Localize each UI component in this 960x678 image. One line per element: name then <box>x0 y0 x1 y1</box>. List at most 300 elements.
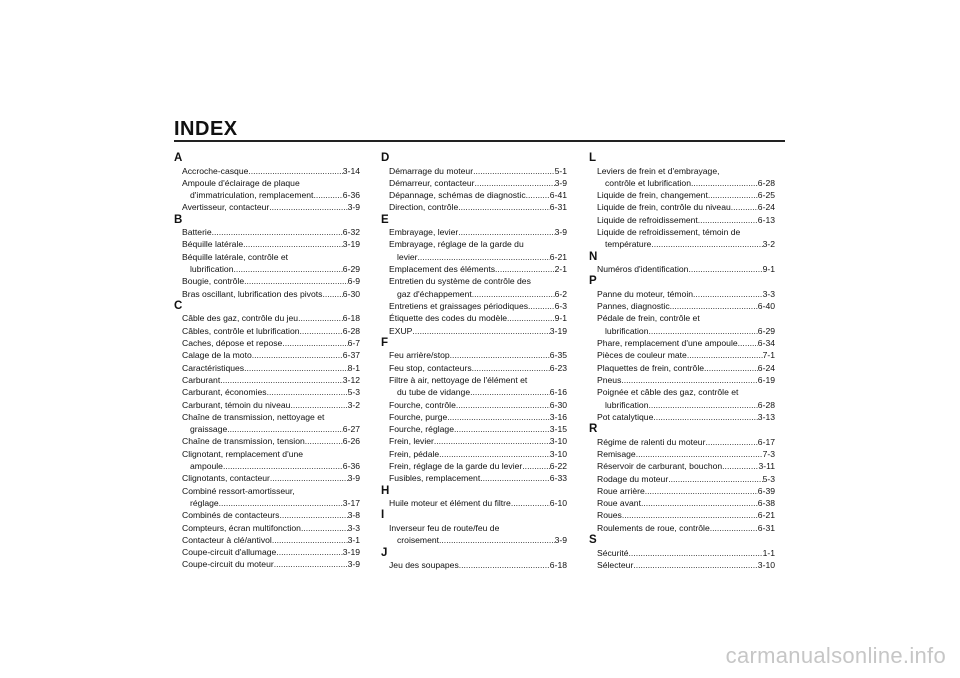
entry-text: Câbles, contrôle et lubrification <box>182 325 300 336</box>
page-reference: 8-1 <box>347 362 360 373</box>
entry-text: Compteurs, écran multifonction <box>182 522 301 533</box>
page-reference: 6-21 <box>757 510 775 521</box>
entry-text: Roulements de roue, contrôle <box>597 522 710 533</box>
page-reference: 6-18 <box>342 313 360 324</box>
index-entry <box>174 448 360 473</box>
entry-text: Pannes, diagnostic <box>597 301 670 312</box>
entry-text: Démarreur, contacteur <box>389 177 475 188</box>
index-entry <box>174 546 360 558</box>
page-reference: 7-3 <box>762 448 775 459</box>
page-reference: 3-19 <box>342 547 360 558</box>
page-reference: 1-1 <box>762 547 775 558</box>
entry-text: Jeu des soupapes <box>389 560 459 571</box>
entry-text: Plaquettes de frein, contrôle <box>597 362 705 373</box>
index-entry <box>174 435 360 447</box>
dot-leader <box>276 546 342 558</box>
entry-text: Sécurité <box>597 547 629 558</box>
page-reference: 6-28 <box>757 399 775 410</box>
dot-leader <box>526 189 550 201</box>
index-entry <box>174 472 360 484</box>
page-reference: 6-38 <box>757 498 775 509</box>
page-reference: 3-9 <box>347 473 360 484</box>
index-entry <box>174 312 360 324</box>
index-entry <box>174 411 360 436</box>
dot-leader <box>248 165 342 177</box>
dot-leader <box>313 189 342 201</box>
entry-text: Filtre à air, nettoyage de l'élément et <box>389 374 528 385</box>
dot-leader <box>454 423 550 435</box>
entry-continuation: d'immatriculation, remplacement <box>190 190 314 201</box>
index-entry <box>381 374 567 399</box>
page-reference: 6-39 <box>757 485 775 496</box>
page-reference: 6-25 <box>757 190 775 201</box>
index-entry <box>174 374 360 386</box>
index-letter: R <box>589 423 598 436</box>
index-entry <box>381 497 567 509</box>
page-reference: 3-16 <box>549 411 567 422</box>
dot-leader <box>670 300 758 312</box>
page-reference: 6-23 <box>549 362 567 373</box>
index-entry <box>174 558 360 570</box>
index-entry <box>589 497 775 509</box>
page-reference: 5-3 <box>347 387 360 398</box>
index-entry <box>174 485 360 510</box>
dot-leader <box>722 460 758 472</box>
page-reference: 6-31 <box>757 522 775 533</box>
dot-leader <box>282 337 347 349</box>
dot-leader <box>705 436 757 448</box>
entry-continuation: gaz d'échappement <box>397 288 472 299</box>
dot-leader <box>322 288 342 300</box>
index-entry <box>174 522 360 534</box>
entry-continuation: croisement <box>397 535 440 546</box>
entry-text: Caches, dépose et repose <box>182 338 283 349</box>
entry-text: Bras oscillant, lubrification des pivots <box>182 288 323 299</box>
dot-leader <box>418 251 550 263</box>
page-reference: 6-36 <box>342 190 360 201</box>
page-reference: 5-1 <box>554 165 567 176</box>
entry-text: Coupe-circuit d'allumage <box>182 547 277 558</box>
dot-leader <box>223 460 343 472</box>
dot-leader <box>219 497 343 509</box>
entry-continuation: lubrification <box>605 399 649 410</box>
index-entry <box>381 263 567 275</box>
entry-text: Réservoir de carburant, bouchon <box>597 461 723 472</box>
index-letter: P <box>589 275 597 288</box>
entry-text: Inverseur feu de route/feu de <box>389 522 500 533</box>
page-reference: 3-19 <box>549 325 567 336</box>
index-entry <box>174 349 360 361</box>
entry-text: Embrayage, réglage de la garde du <box>389 239 524 250</box>
index-entry <box>381 312 567 324</box>
dot-leader <box>439 534 555 546</box>
dot-leader <box>227 423 343 435</box>
dot-leader <box>648 325 757 337</box>
entry-text: Huile moteur et élément du filtre <box>389 498 511 509</box>
dot-leader <box>475 177 555 189</box>
dot-leader <box>243 238 343 250</box>
entry-text: Clignotants, contacteur <box>182 473 270 484</box>
index-entry <box>589 300 775 312</box>
page-reference: 3-10 <box>757 559 775 570</box>
page-reference: 6-3 <box>554 300 567 311</box>
dot-leader <box>459 559 550 571</box>
entry-text: Frein, levier <box>389 436 434 447</box>
entry-text: Chaîne de transmission, nettoyage et <box>182 411 325 422</box>
entry-text: Calage de la moto <box>182 350 252 361</box>
entry-text: Coupe-circuit du moteur <box>182 559 274 570</box>
page-reference: 3-14 <box>342 165 360 176</box>
dot-leader <box>622 509 758 521</box>
dot-leader <box>693 288 763 300</box>
entry-continuation: lubrification <box>605 325 649 336</box>
index-letter: C <box>174 299 183 312</box>
dot-leader <box>698 214 758 226</box>
entry-text: Roue arrière <box>597 485 645 496</box>
index-entry <box>381 411 567 423</box>
index-entry <box>589 165 775 190</box>
page-reference: 3-1 <box>347 534 360 545</box>
index-entry <box>381 300 567 312</box>
page-reference: 6-30 <box>342 288 360 299</box>
index-entry <box>381 165 567 177</box>
dot-leader <box>267 386 348 398</box>
page-reference: 6-30 <box>549 399 567 410</box>
index-entry <box>589 547 775 559</box>
entry-text: Liquide de refroidissement <box>597 214 698 225</box>
dot-leader <box>244 275 347 287</box>
index-entry <box>589 189 775 201</box>
index-entry <box>381 472 567 484</box>
dot-leader <box>633 559 757 571</box>
index-entry <box>174 201 360 213</box>
index-letter: D <box>381 152 390 164</box>
index-entry <box>589 411 775 423</box>
dot-leader <box>447 411 550 423</box>
entry-text: Leviers de frein et d'embrayage, <box>597 165 720 176</box>
page-reference: 3-15 <box>549 424 567 435</box>
index-entry <box>589 460 775 472</box>
dot-leader <box>301 522 348 534</box>
page-reference: 6-29 <box>342 264 360 275</box>
entry-text: Caractéristiques <box>182 362 245 373</box>
dot-leader <box>708 189 758 201</box>
index-entry <box>174 534 360 546</box>
entry-text: Combinés de contacteurs <box>182 510 280 521</box>
index-entry <box>381 226 567 238</box>
entry-continuation: du tube de vidange <box>397 387 471 398</box>
entry-continuation: température <box>605 239 652 250</box>
page-reference: 7-1 <box>762 350 775 361</box>
index-entry <box>589 362 775 374</box>
dot-leader <box>458 226 554 238</box>
entry-text: Embrayage, levier <box>389 227 459 238</box>
page-reference: 6-31 <box>549 202 567 213</box>
index-entry <box>589 485 775 497</box>
index-entry <box>589 386 775 411</box>
index-entry <box>589 337 775 349</box>
entry-continuation: graissage <box>190 424 228 435</box>
index-entry <box>174 275 360 287</box>
dot-leader <box>653 411 757 423</box>
dot-leader <box>434 435 550 447</box>
dot-leader <box>274 558 348 570</box>
entry-text: Entretien du système de contrôle des <box>389 276 531 287</box>
dot-leader <box>244 362 347 374</box>
index-entry <box>174 399 360 411</box>
page-reference: 6-33 <box>549 473 567 484</box>
index-entry <box>589 349 775 361</box>
page-reference: 6-40 <box>757 301 775 312</box>
index-entry <box>174 251 360 276</box>
index-entry <box>381 201 567 213</box>
title-rule <box>174 140 785 142</box>
entry-text: Pneus <box>597 374 622 385</box>
index-entry <box>381 399 567 411</box>
entry-text: Sélecteur <box>597 559 634 570</box>
page-reference: 3-13 <box>757 411 775 422</box>
page-reference: 6-26 <box>342 436 360 447</box>
index-letter: F <box>381 336 389 349</box>
entry-text: Avertisseur, contacteur <box>182 202 270 213</box>
dot-leader <box>300 325 343 337</box>
dot-leader <box>511 497 550 509</box>
dot-leader <box>621 374 757 386</box>
page-reference: 6-34 <box>757 338 775 349</box>
dot-leader <box>456 399 550 411</box>
entry-text: Ampoule d'éclairage de plaque <box>182 177 300 188</box>
index-entry <box>174 177 360 202</box>
page-reference: 6-27 <box>342 424 360 435</box>
dot-leader <box>470 386 550 398</box>
entry-text: Pièces de couleur mate <box>597 350 687 361</box>
entry-text: Bougie, contrôle <box>182 276 245 287</box>
index-entry <box>174 238 360 250</box>
index-letter: J <box>381 546 388 559</box>
index-entry <box>381 435 567 447</box>
dot-leader <box>710 522 758 534</box>
dot-leader <box>507 312 555 324</box>
dot-leader <box>472 362 550 374</box>
index-column-3 <box>589 152 775 571</box>
entry-text: Clignotant, remplacement d'une <box>182 448 304 459</box>
entry-text: Entretiens et graissages périodiques <box>389 300 529 311</box>
dot-leader <box>272 534 348 546</box>
index-letter: A <box>174 152 183 164</box>
page-reference: 6-9 <box>347 276 360 287</box>
index-entry <box>589 473 775 485</box>
entry-text: Contacteur à clé/antivol <box>182 534 272 545</box>
page-reference: 3-3 <box>347 522 360 533</box>
entry-text: Fourche, réglage <box>389 424 454 435</box>
dot-leader <box>641 497 758 509</box>
index-entry <box>589 448 775 460</box>
entry-text: Feu arrière/stop <box>389 350 450 361</box>
dot-leader <box>480 472 550 484</box>
entry-text: Rodage du moteur <box>597 473 669 484</box>
dot-leader <box>688 263 762 275</box>
entry-text: Carburant, témoin du niveau <box>182 399 291 410</box>
index-entry <box>589 436 775 448</box>
index-entry <box>381 362 567 374</box>
entry-text: Béquille latérale <box>182 239 244 250</box>
page-reference: 9-1 <box>762 264 775 275</box>
dot-leader <box>629 547 763 559</box>
index-letter: H <box>381 484 390 497</box>
index-entry <box>589 214 775 226</box>
page-reference: 6-28 <box>757 177 775 188</box>
index-entry <box>174 288 360 300</box>
entry-text: Roue avant <box>597 498 641 509</box>
page-reference: 6-37 <box>342 350 360 361</box>
entry-text: Démarrage du moteur <box>389 165 474 176</box>
entry-text: Direction, contrôle <box>389 202 459 213</box>
dot-leader <box>731 201 758 213</box>
entry-text: Régime de ralenti du moteur <box>597 436 706 447</box>
page-reference: 6-13 <box>757 214 775 225</box>
entry-text: Carburant <box>182 374 221 385</box>
entry-text: Emplacement des éléments <box>389 264 496 275</box>
page-reference: 6-41 <box>549 190 567 201</box>
index-entry <box>174 509 360 521</box>
dot-leader <box>279 509 347 521</box>
entry-text: Frein, réglage de la garde du levier <box>389 461 523 472</box>
dot-leader <box>212 226 343 238</box>
page-reference: 6-28 <box>342 325 360 336</box>
page-reference: 3-9 <box>347 559 360 570</box>
index-entry <box>589 509 775 521</box>
entry-text: EXUP <box>389 325 413 336</box>
dot-leader <box>305 435 343 447</box>
page-reference: 6-22 <box>549 461 567 472</box>
index-entry <box>589 263 775 275</box>
page-reference: 3-2 <box>762 239 775 250</box>
dot-leader <box>738 337 758 349</box>
page-reference: 6-35 <box>549 350 567 361</box>
entry-text: Dépannage, schémas de diagnostic <box>389 190 526 201</box>
page-reference: 6-32 <box>342 227 360 238</box>
entry-text: Panne du moteur, témoin <box>597 288 694 299</box>
index-letter: S <box>589 534 597 547</box>
index-entry <box>589 522 775 534</box>
index-entry <box>381 448 567 460</box>
entry-text: Carburant, économies <box>182 387 267 398</box>
page-reference: 6-7 <box>347 338 360 349</box>
entry-text: Béquille latérale, contrôle et <box>182 251 289 262</box>
index-entry <box>381 238 567 263</box>
dot-leader <box>648 399 757 411</box>
index-entry <box>381 522 567 547</box>
page-reference: 3-9 <box>554 227 567 238</box>
dot-leader <box>439 448 550 460</box>
dot-leader <box>528 300 555 312</box>
entry-continuation: contrôle et lubrification <box>605 177 691 188</box>
dot-leader <box>290 399 347 411</box>
index-entry <box>589 288 775 300</box>
index-letter: L <box>589 152 597 164</box>
index-entry <box>381 559 567 571</box>
page-reference: 6-18 <box>549 560 567 571</box>
entry-text: Câble des gaz, contrôle du jeu <box>182 313 299 324</box>
page-reference: 3-17 <box>342 497 360 508</box>
entry-text: Poignée et câble des gaz, contrôle et <box>597 387 739 398</box>
page-reference: 3-9 <box>554 177 567 188</box>
index-entry <box>381 189 567 201</box>
dot-leader <box>269 201 347 213</box>
entry-continuation: ampoule <box>190 461 223 472</box>
page-reference: 3-10 <box>549 448 567 459</box>
index-entry <box>381 275 567 300</box>
dot-leader <box>687 349 763 361</box>
entry-text: Combiné ressort-amortisseur, <box>182 485 295 496</box>
page-reference: 6-36 <box>342 461 360 472</box>
index-entry <box>174 165 360 177</box>
dot-leader <box>636 448 763 460</box>
entry-text: Liquide de refroidissement, témoin de <box>597 226 741 237</box>
dot-leader <box>220 374 343 386</box>
index-letter: E <box>381 213 389 226</box>
index-entry <box>589 226 775 251</box>
page-reference: 9-1 <box>554 313 567 324</box>
page-reference: 6-21 <box>549 251 567 262</box>
entry-text: Phare, remplacement d'une ampoule <box>597 338 738 349</box>
dot-leader <box>668 473 762 485</box>
entry-text: Pot catalytique <box>597 411 654 422</box>
index-letter: N <box>589 250 598 263</box>
entry-text: Fourche, contrôle <box>389 399 456 410</box>
dot-leader <box>473 165 555 177</box>
page-reference: 5-3 <box>762 473 775 484</box>
dot-leader <box>450 349 550 361</box>
entry-text: Feu stop, contacteurs <box>389 362 472 373</box>
page-reference: 3-3 <box>762 288 775 299</box>
entry-text: Accroche-casque <box>182 165 249 176</box>
dot-leader <box>233 263 342 275</box>
dot-leader <box>645 485 758 497</box>
index-entry <box>589 201 775 213</box>
entry-text: Liquide de frein, changement <box>597 190 708 201</box>
index-entry <box>174 325 360 337</box>
dot-leader <box>412 325 549 337</box>
page-reference: 6-29 <box>757 325 775 336</box>
dot-leader <box>522 460 550 472</box>
entry-text: Chaîne de transmission, tension <box>182 436 305 447</box>
page-reference: 3-9 <box>347 202 360 213</box>
page-reference: 6-10 <box>549 498 567 509</box>
dot-leader <box>298 312 343 324</box>
entry-continuation: lubrification <box>190 264 234 275</box>
watermark: carmanualsonline.info <box>725 643 946 668</box>
entry-text: Batterie <box>182 227 212 238</box>
page-reference: 3-19 <box>342 239 360 250</box>
index-column-1 <box>174 152 360 571</box>
page-title: INDEX <box>174 118 238 140</box>
index-entry <box>381 325 567 337</box>
page-reference: 3-11 <box>758 461 775 472</box>
page-reference: 6-16 <box>549 387 567 398</box>
entry-text: Roues <box>597 510 622 521</box>
index-letter: I <box>381 509 385 522</box>
index-entry <box>381 177 567 189</box>
page-reference: 3-9 <box>554 535 567 546</box>
entry-text: Fusibles, remplacement <box>389 473 481 484</box>
index-entry <box>174 337 360 349</box>
dot-leader <box>472 288 555 300</box>
index-entry <box>174 386 360 398</box>
index-entry <box>381 460 567 472</box>
page-reference: 6-17 <box>757 436 775 447</box>
index-entry <box>174 226 360 238</box>
